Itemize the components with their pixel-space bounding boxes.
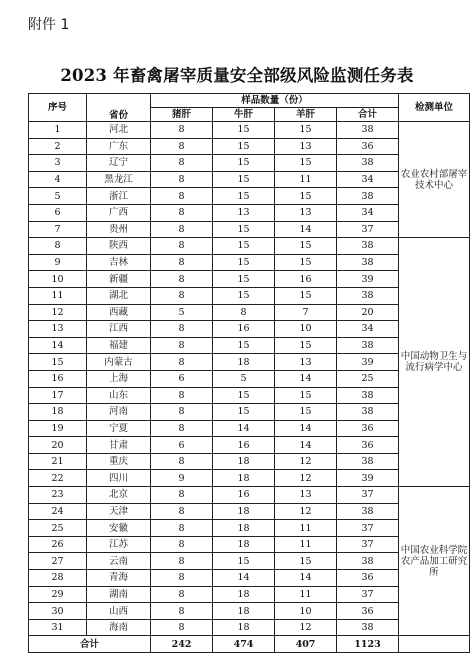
row-subtotal: 38 [337,337,399,354]
row-province: 云南 [87,553,151,570]
row-seq: 12 [29,304,87,321]
row-pig-liver: 5 [151,304,213,321]
row-sheep-liver: 15 [275,254,337,271]
row-province: 贵州 [87,221,151,238]
row-subtotal: 36 [337,570,399,587]
row-province: 上海 [87,370,151,387]
row-subtotal: 37 [337,221,399,238]
row-subtotal: 34 [337,321,399,338]
row-pig-liver: 6 [151,437,213,454]
row-sheep-liver: 15 [275,188,337,205]
row-subtotal: 38 [337,238,399,255]
row-pig-liver: 8 [151,404,213,421]
row-pig-liver: 8 [151,254,213,271]
row-pig-liver: 8 [151,570,213,587]
row-cattle-liver: 18 [213,536,275,553]
row-province: 广西 [87,204,151,221]
header-unit: 检测单位 [399,94,470,122]
total-sheep-liver: 407 [275,636,337,653]
row-province: 广东 [87,138,151,155]
row-province: 海南 [87,619,151,636]
row-pig-liver: 8 [151,520,213,537]
row-cattle-liver: 5 [213,370,275,387]
row-pig-liver: 8 [151,188,213,205]
row-province: 青海 [87,570,151,587]
row-pig-liver: 8 [151,337,213,354]
row-seq: 23 [29,487,87,504]
row-cattle-liver: 18 [213,619,275,636]
row-sheep-liver: 11 [275,171,337,188]
row-pig-liver: 8 [151,354,213,371]
row-cattle-liver: 8 [213,304,275,321]
row-province: 西藏 [87,304,151,321]
row-pig-liver: 8 [151,287,213,304]
row-cattle-liver: 15 [213,221,275,238]
row-subtotal: 38 [337,404,399,421]
row-pig-liver: 8 [151,387,213,404]
row-province: 湖南 [87,586,151,603]
header-sheep-liver: 羊肝 [275,108,337,122]
row-subtotal: 34 [337,204,399,221]
row-cattle-liver: 14 [213,420,275,437]
row-sheep-liver: 11 [275,586,337,603]
row-pig-liver: 8 [151,487,213,504]
row-subtotal: 36 [337,138,399,155]
row-cattle-liver: 15 [213,387,275,404]
row-province: 黑龙江 [87,171,151,188]
row-pig-liver: 8 [151,453,213,470]
row-cattle-liver: 15 [213,238,275,255]
row-province: 重庆 [87,453,151,470]
row-sheep-liver: 13 [275,354,337,371]
row-sheep-liver: 10 [275,603,337,620]
row-seq: 1 [29,122,87,139]
table-row [29,487,470,504]
row-pig-liver: 8 [151,503,213,520]
row-cattle-liver: 14 [213,570,275,587]
row-cattle-liver: 16 [213,437,275,454]
row-pig-liver: 8 [151,204,213,221]
row-subtotal: 37 [337,520,399,537]
row-sheep-liver: 13 [275,204,337,221]
header-seq: 序号 [29,94,87,122]
row-province: 河南 [87,404,151,421]
row-seq: 4 [29,171,87,188]
row-sheep-liver: 12 [275,453,337,470]
row-cattle-liver: 18 [213,520,275,537]
row-province: 甘肃 [87,437,151,454]
row-sheep-liver: 15 [275,337,337,354]
row-seq: 16 [29,370,87,387]
row-sheep-liver: 12 [275,619,337,636]
total-unit-empty [399,636,470,653]
row-seq: 25 [29,520,87,537]
row-seq: 20 [29,437,87,454]
row-province: 辽宁 [87,155,151,172]
row-pig-liver: 8 [151,603,213,620]
row-province: 宁夏 [87,420,151,437]
row-cattle-liver: 13 [213,204,275,221]
row-sheep-liver: 15 [275,404,337,421]
row-pig-liver: 8 [151,586,213,603]
row-sheep-liver: 15 [275,553,337,570]
row-subtotal: 39 [337,271,399,288]
row-province: 吉林 [87,254,151,271]
row-sheep-liver: 12 [275,470,337,487]
row-sheep-liver: 15 [275,122,337,139]
row-pig-liver: 8 [151,420,213,437]
row-pig-liver: 8 [151,138,213,155]
row-seq: 31 [29,619,87,636]
page-title: 2023 年畜禽屠宰质量安全部级风险监测任务表 [60,66,414,85]
total-label: 合计 [29,636,151,653]
row-province: 安徽 [87,520,151,537]
row-subtotal: 36 [337,603,399,620]
header-subtotal: 合计 [337,108,399,122]
row-seq: 19 [29,420,87,437]
row-cattle-liver: 15 [213,271,275,288]
table-row [29,122,470,139]
row-sheep-liver: 14 [275,437,337,454]
row-sheep-liver: 15 [275,387,337,404]
total-cattle-liver: 474 [213,636,275,653]
row-seq: 28 [29,570,87,587]
row-province: 浙江 [87,188,151,205]
row-pig-liver: 8 [151,271,213,288]
row-cattle-liver: 18 [213,503,275,520]
row-pig-liver: 8 [151,321,213,338]
row-cattle-liver: 15 [213,171,275,188]
row-seq: 2 [29,138,87,155]
row-province: 天津 [87,503,151,520]
row-pig-liver: 8 [151,122,213,139]
row-subtotal: 37 [337,586,399,603]
row-cattle-liver: 15 [213,287,275,304]
row-sheep-liver: 13 [275,138,337,155]
row-province: 新疆 [87,271,151,288]
row-sheep-liver: 15 [275,287,337,304]
row-subtotal: 36 [337,420,399,437]
row-cattle-liver: 18 [213,603,275,620]
row-cattle-liver: 18 [213,586,275,603]
header-province: 省份 [87,94,151,122]
row-seq: 29 [29,586,87,603]
monitoring-task-table [28,93,470,653]
row-sheep-liver: 16 [275,271,337,288]
row-subtotal: 38 [337,155,399,172]
header-sample-count: 样品数量（份） [151,94,399,108]
row-subtotal: 38 [337,287,399,304]
row-seq: 27 [29,553,87,570]
row-province: 福建 [87,337,151,354]
row-subtotal: 38 [337,453,399,470]
row-cattle-liver: 18 [213,354,275,371]
row-cattle-liver: 15 [213,254,275,271]
row-seq: 26 [29,536,87,553]
row-seq: 17 [29,387,87,404]
row-seq: 10 [29,271,87,288]
row-subtotal: 38 [337,619,399,636]
row-sheep-liver: 10 [275,321,337,338]
row-seq: 30 [29,603,87,620]
row-province: 江苏 [87,536,151,553]
row-province: 内蒙古 [87,354,151,371]
table-row [29,238,470,255]
row-pig-liver: 9 [151,470,213,487]
row-cattle-liver: 15 [213,155,275,172]
row-pig-liver: 8 [151,171,213,188]
row-sheep-liver: 15 [275,238,337,255]
row-cattle-liver: 15 [213,188,275,205]
total-pig-liver: 242 [151,636,213,653]
row-province: 江西 [87,321,151,338]
attachment-label: 附件 1 [28,17,70,33]
row-seq: 18 [29,404,87,421]
row-subtotal: 38 [337,254,399,271]
row-seq: 14 [29,337,87,354]
row-seq: 3 [29,155,87,172]
row-province: 四川 [87,470,151,487]
row-sheep-liver: 7 [275,304,337,321]
row-sheep-liver: 11 [275,536,337,553]
header-cattle-liver: 牛肝 [213,108,275,122]
row-province: 山西 [87,603,151,620]
row-seq: 11 [29,287,87,304]
row-cattle-liver: 18 [213,453,275,470]
row-subtotal: 38 [337,188,399,205]
grand-total: 1123 [337,636,399,653]
row-province: 河北 [87,122,151,139]
row-pig-liver: 8 [151,238,213,255]
row-cattle-liver: 15 [213,138,275,155]
row-pig-liver: 8 [151,536,213,553]
row-subtotal: 20 [337,304,399,321]
row-seq: 5 [29,188,87,205]
row-seq: 24 [29,503,87,520]
row-province: 湖北 [87,287,151,304]
row-subtotal: 25 [337,370,399,387]
row-subtotal: 39 [337,470,399,487]
total-row [29,636,470,653]
row-seq: 9 [29,254,87,271]
row-sheep-liver: 14 [275,570,337,587]
row-subtotal: 38 [337,122,399,139]
row-seq: 8 [29,238,87,255]
row-subtotal: 37 [337,487,399,504]
row-pig-liver: 8 [151,619,213,636]
testing-unit: 农业农村部屠宰技术中心 [399,122,470,238]
row-subtotal: 37 [337,536,399,553]
row-cattle-liver: 15 [213,404,275,421]
row-seq: 21 [29,453,87,470]
row-seq: 15 [29,354,87,371]
row-sheep-liver: 12 [275,503,337,520]
row-cattle-liver: 15 [213,553,275,570]
row-subtotal: 36 [337,437,399,454]
row-cattle-liver: 16 [213,321,275,338]
row-sheep-liver: 14 [275,370,337,387]
row-sheep-liver: 13 [275,487,337,504]
testing-unit: 中国农业科学院农产品加工研究所 [399,487,470,636]
row-cattle-liver: 18 [213,470,275,487]
header-pig-liver: 猪肝 [151,108,213,122]
row-subtotal: 38 [337,387,399,404]
row-subtotal: 38 [337,503,399,520]
row-province: 陕西 [87,238,151,255]
row-subtotal: 39 [337,354,399,371]
row-seq: 6 [29,204,87,221]
row-seq: 7 [29,221,87,238]
row-cattle-liver: 15 [213,122,275,139]
row-cattle-liver: 15 [213,337,275,354]
row-cattle-liver: 16 [213,487,275,504]
row-subtotal: 38 [337,553,399,570]
row-province: 北京 [87,487,151,504]
row-sheep-liver: 14 [275,221,337,238]
row-pig-liver: 8 [151,553,213,570]
row-pig-liver: 8 [151,155,213,172]
row-pig-liver: 6 [151,370,213,387]
row-pig-liver: 8 [151,221,213,238]
row-sheep-liver: 14 [275,420,337,437]
row-sheep-liver: 11 [275,520,337,537]
row-province: 山东 [87,387,151,404]
row-sheep-liver: 15 [275,155,337,172]
row-seq: 13 [29,321,87,338]
row-subtotal: 34 [337,171,399,188]
row-seq: 22 [29,470,87,487]
testing-unit: 中国动物卫生与流行病学中心 [399,238,470,487]
